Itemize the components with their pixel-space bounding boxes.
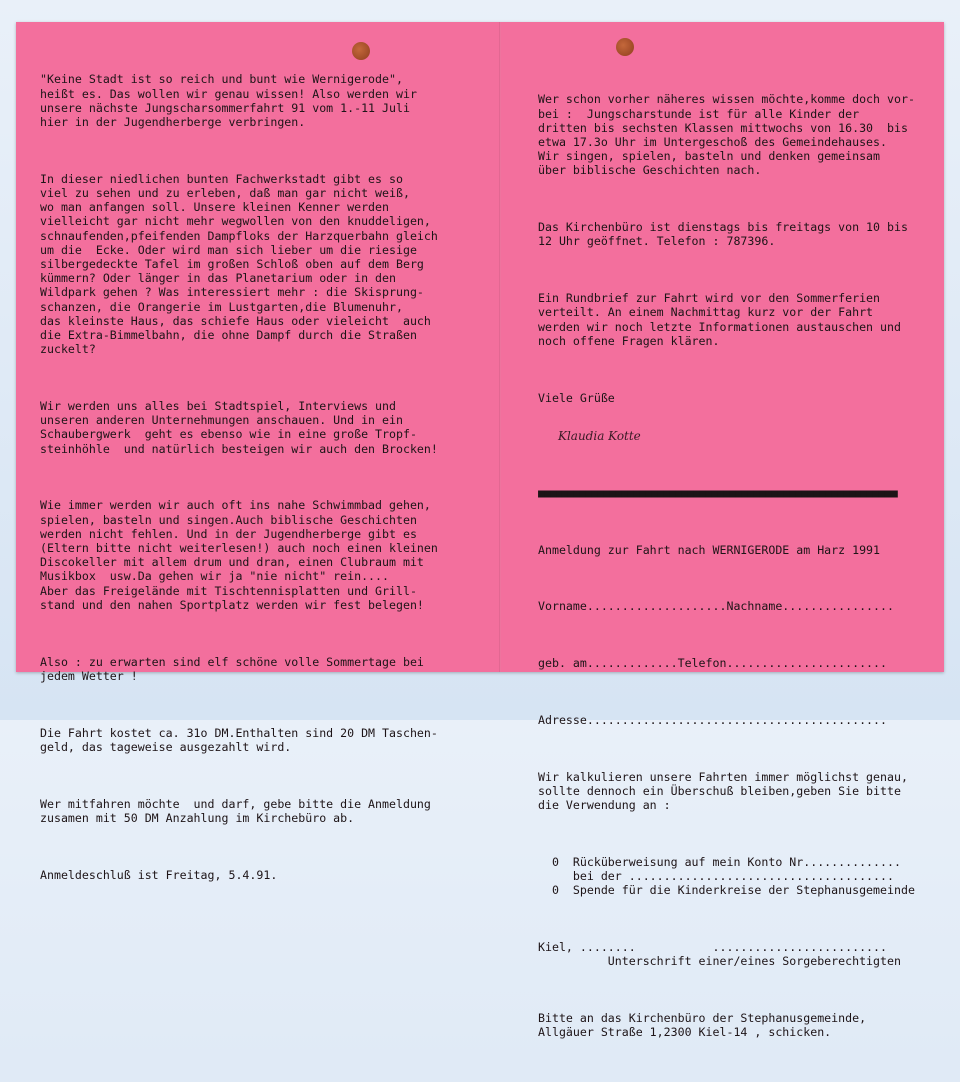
deadline-text: Anmeldeschluß ist Freitag, 5.4.91. — [40, 867, 278, 882]
summary-paragraph: Also : zu erwarten sind elf schöne volle Sommertage bei jedem Wetter ! — [40, 654, 424, 683]
surplus-options: 0 Rücküberweisung auf mein Konto Nr.............. bei der ...................................... 0 Spende für die Kinderkreise der Stephanusgemeinde — [551, 855, 915, 898]
right-column — [538, 64, 915, 1082]
fold-line — [499, 22, 501, 672]
handwritten-signature: Klaudia Kotte — [558, 429, 641, 444]
form-heading: Anmeldung zur Fahrt nach WERNIGERODE am Harz 1991 — [538, 542, 881, 557]
punch-hole-right — [616, 38, 634, 56]
surplus-paragraph: Wir kalkulieren unsere Fahrten immer möglichst genau, sollte dennoch ein Überschuß bleiben,geben Sie bitte die Verwendung an : — [538, 769, 908, 813]
birth-phone-field-line: geb. am.............Telefon....................... — [538, 656, 888, 671]
signature-line: Kiel, ........ ......................... Unterschrift einer/eines Sorgeberechtigten — [538, 940, 901, 969]
return-address: Bitte an das Kirchenbüro der Stephanusgemeinde, Allgäuer Straße 1,2300 Kiel-14 , schicken. — [538, 1011, 867, 1040]
address-field-line: Adresse........................................... — [538, 713, 888, 728]
intro-paragraph: "Keine Stadt ist so reich und bunt wie Wernigerode", heißt es. Das wollen wir genau wissen! Also werden wir unsere nächste Jungscharsommerfahrt 91 vom 1.-11 Juli hier in der Jugendherberge verbringen. — [40, 72, 417, 130]
registration-paragraph: Wer mitfahren möchte und darf, gebe bitte die Anmeldung zusamen mit 50 DM Anzahlung im Kirchebüro ab. — [40, 796, 431, 825]
flyer-sheet — [16, 22, 944, 1040]
cost-paragraph: Die Fahrt kostet ca. 31o DM.Enthalten sind 20 DM Taschen- geld, das tageweise ausgezahlt wird. — [40, 725, 438, 754]
office-hours-paragraph: Das Kirchenbüro ist dienstags bis freitags von 10 bis 12 Uhr geöffnet. Telefon : 787396. — [538, 220, 908, 249]
town-paragraph: In dieser niedlichen bunten Fachwerkstadt gibt es so viel zu sehen und zu erleben, daß man gar nicht weiß, wo man anfangen soll. Unsere kleinen Kenner werden vielleicht gar nicht mehr wegwollen von den knuddeligen, schnaufenden,pfeifenden Dampfloks der Harzquerbahn gleich um die Ecke. Oder wird man sich lieber um die riesige silbergedeckte Tafel im großen Schloß oben auf dem Berg kümmern? Oder länger in das Planetarium oder in den Wildpark gehen ? Was interessiert mehr : die Skisprung- schanzen, die Orangerie im Lustgarten,die Blumenuhr, das kleinste Haus, das schiefe Haus oder vieleicht auch die Extra-Bimmelbahn, die ohne Dampf durch die Straßen zuckelt? — [40, 171, 438, 357]
routine-paragraph: Wie immer werden wir auch oft ins nahe Schwimmbad gehen, spielen, basteln und singen.Auch biblische Geschichten werden nicht fehlen. Und in der Jugendherberge gibt es (Eltern bitte nicht weiterlesen!) auch noch einen kleinen Discokeller mit allem drum und dran, einen Clubraum mit Musikbox usw.Da gehen wir ja "nie nicht" rein.... Aber das Freigelände mit Tischtennisplatten und Grill- stand und den nahen Sportplatz werden wir fest belegen! — [40, 498, 438, 612]
name-field-line: Vorname....................Nachname................ — [538, 599, 894, 614]
left-column — [40, 44, 438, 924]
newsletter-paragraph: Ein Rundbrief zur Fahrt wird vor den Sommerferien verteilt. An einem Nachmittag kurz vor der Fahrt werden wir noch letzte Informationen austauschen und noch offene Fragen klären. — [538, 291, 901, 348]
greeting: Viele Grüße — [538, 390, 615, 405]
divider-rule: ■■■■■■■■■■■■■■■■■■■■■■■■■■■■■■■■■■■■■■■■■■■■■■■■■■■■■■■■■■■■ — [538, 485, 897, 500]
info-paragraph: Wer schon vorher näheres wissen möchte,komme doch vor- bei : Jungscharstunde ist für alle Kinder der dritten bis sechsten Klassen mittwochs von 16.30 bis etwa 17.3o Uhr im Untergeschoß des Gemeindehauses. Wir singen, spielen, basteln und denken gemeinsam über biblische Geschichten nach. — [538, 92, 915, 178]
activities-paragraph: Wir werden uns alles bei Stadtspiel, Interviews und unseren anderen Unternehmungen anschauen. Und in ein Schaubergwerk geht es ebenso wie in eine große Tropf- steinhöhle und natürlich besteigen wir auch den Brocken! — [40, 399, 438, 456]
